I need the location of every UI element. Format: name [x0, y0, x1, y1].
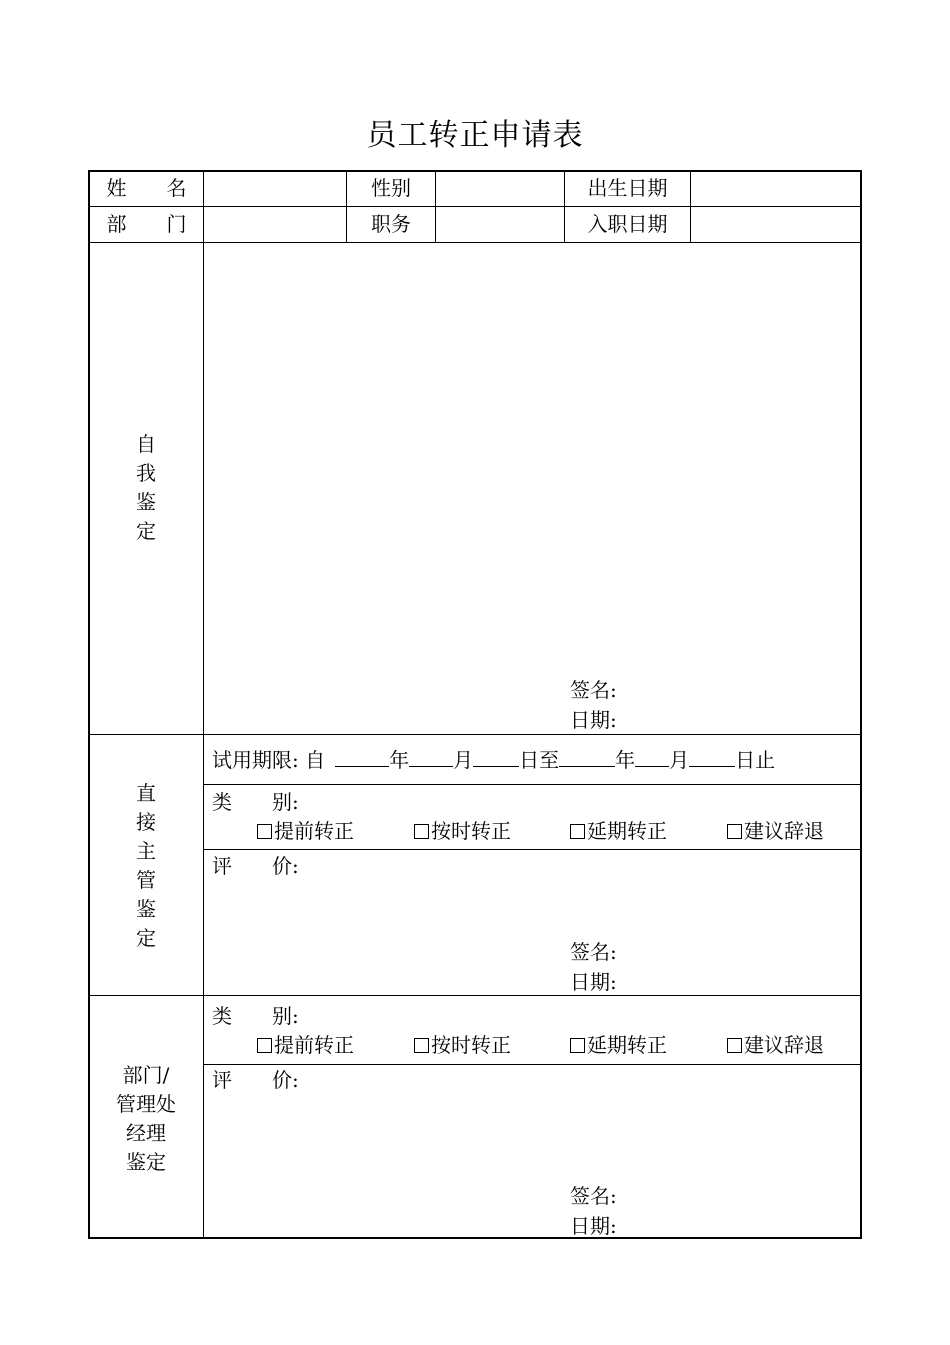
manager-option-ontime[interactable]: 按时转正	[414, 1033, 511, 1057]
supervisor-option-ontime[interactable]: 按时转正	[414, 819, 511, 843]
page-title: 员工转正申请表	[366, 118, 584, 153]
label-line: 我	[136, 461, 156, 485]
label-line: 自	[136, 432, 156, 456]
manager-evaluation-label: 评 价:	[212, 1068, 299, 1092]
position-label: 职务	[371, 212, 411, 236]
label-line: 定	[136, 926, 156, 950]
name-label: 姓 名	[106, 176, 187, 200]
probation-end-day-blank[interactable]	[689, 748, 735, 767]
probation-year2-label: 年	[615, 748, 636, 772]
probation-day-end-label: 日止	[735, 748, 776, 772]
department-label: 部 门	[106, 212, 187, 236]
checkbox-icon	[570, 1038, 585, 1053]
checkbox-icon	[257, 1038, 272, 1053]
probation-year-label: 年	[389, 748, 410, 772]
label-line: 经理	[126, 1121, 166, 1145]
probation-day-to-label: 日至	[519, 748, 560, 772]
row-divider	[88, 995, 862, 996]
manager-category-label: 类 别:	[212, 1004, 299, 1028]
supervisor-category-label: 类 别:	[212, 790, 299, 814]
probation-end-month-blank[interactable]	[635, 748, 669, 767]
gender-field[interactable]	[436, 172, 564, 206]
label-line: 定	[136, 519, 156, 543]
checkbox-icon	[727, 824, 742, 839]
label-line: 管	[136, 868, 156, 892]
manager-sign-label: 签名:	[570, 1184, 617, 1208]
label-line: 鉴	[136, 490, 156, 514]
supervisor-sign-label: 签名:	[570, 940, 617, 964]
position-field[interactable]	[436, 207, 564, 242]
self-assessment-label	[89, 430, 203, 546]
manager-evaluation-field[interactable]	[310, 1065, 860, 1180]
checkbox-icon	[570, 824, 585, 839]
birth-date-label: 出生日期	[587, 176, 668, 200]
self-assessment-field[interactable]	[204, 243, 860, 673]
label-line: 部门/	[122, 1063, 170, 1087]
supervisor-assessment-label	[89, 779, 203, 953]
department-field[interactable]	[204, 207, 346, 242]
supervisor-evaluation-label: 评 价:	[212, 854, 299, 878]
checkbox-icon	[727, 1038, 742, 1053]
label-line: 鉴定	[126, 1150, 166, 1174]
supervisor-date-label: 日期:	[570, 970, 617, 994]
supervisor-evaluation-field[interactable]	[310, 850, 860, 935]
table-border-bottom	[88, 1237, 862, 1239]
gender-label: 性别	[371, 176, 411, 200]
label-line: 管理处	[116, 1092, 176, 1116]
manager-option-dismiss[interactable]: 建议辞退	[727, 1033, 824, 1057]
hire-date-label: 入职日期	[587, 212, 668, 236]
name-field[interactable]	[204, 172, 346, 206]
row-divider	[88, 734, 862, 735]
self-date-label: 日期:	[570, 708, 617, 732]
label-line: 接	[136, 810, 156, 834]
birth-date-field[interactable]	[691, 172, 860, 206]
label-line: 鉴	[136, 897, 156, 921]
label-line: 主	[136, 839, 156, 863]
table-border-right	[860, 170, 862, 1239]
probation-start-year-blank[interactable]	[335, 748, 389, 767]
supervisor-option-dismiss[interactable]: 建议辞退	[727, 819, 824, 843]
manager-assessment-label	[89, 1061, 203, 1177]
checkbox-icon	[414, 1038, 429, 1053]
probation-start-day-blank[interactable]	[473, 748, 519, 767]
hire-date-field[interactable]	[691, 207, 860, 242]
checkbox-icon	[257, 824, 272, 839]
manager-option-early[interactable]: 提前转正	[257, 1033, 354, 1057]
probation-start-month-blank[interactable]	[409, 748, 453, 767]
probation-period	[212, 748, 775, 772]
supervisor-option-delayed[interactable]: 延期转正	[570, 819, 667, 843]
supervisor-option-early[interactable]: 提前转正	[257, 819, 354, 843]
label-line: 直	[136, 781, 156, 805]
probation-prefix: 试用期限: 自	[212, 748, 326, 772]
probation-end-year-blank[interactable]	[559, 748, 615, 767]
probation-month2-label: 月	[669, 748, 690, 772]
manager-option-delayed[interactable]: 延期转正	[570, 1033, 667, 1057]
manager-date-label: 日期:	[570, 1214, 617, 1238]
probation-month-label: 月	[453, 748, 474, 772]
self-sign-label: 签名:	[570, 678, 617, 702]
row-divider	[203, 784, 862, 785]
checkbox-icon	[414, 824, 429, 839]
